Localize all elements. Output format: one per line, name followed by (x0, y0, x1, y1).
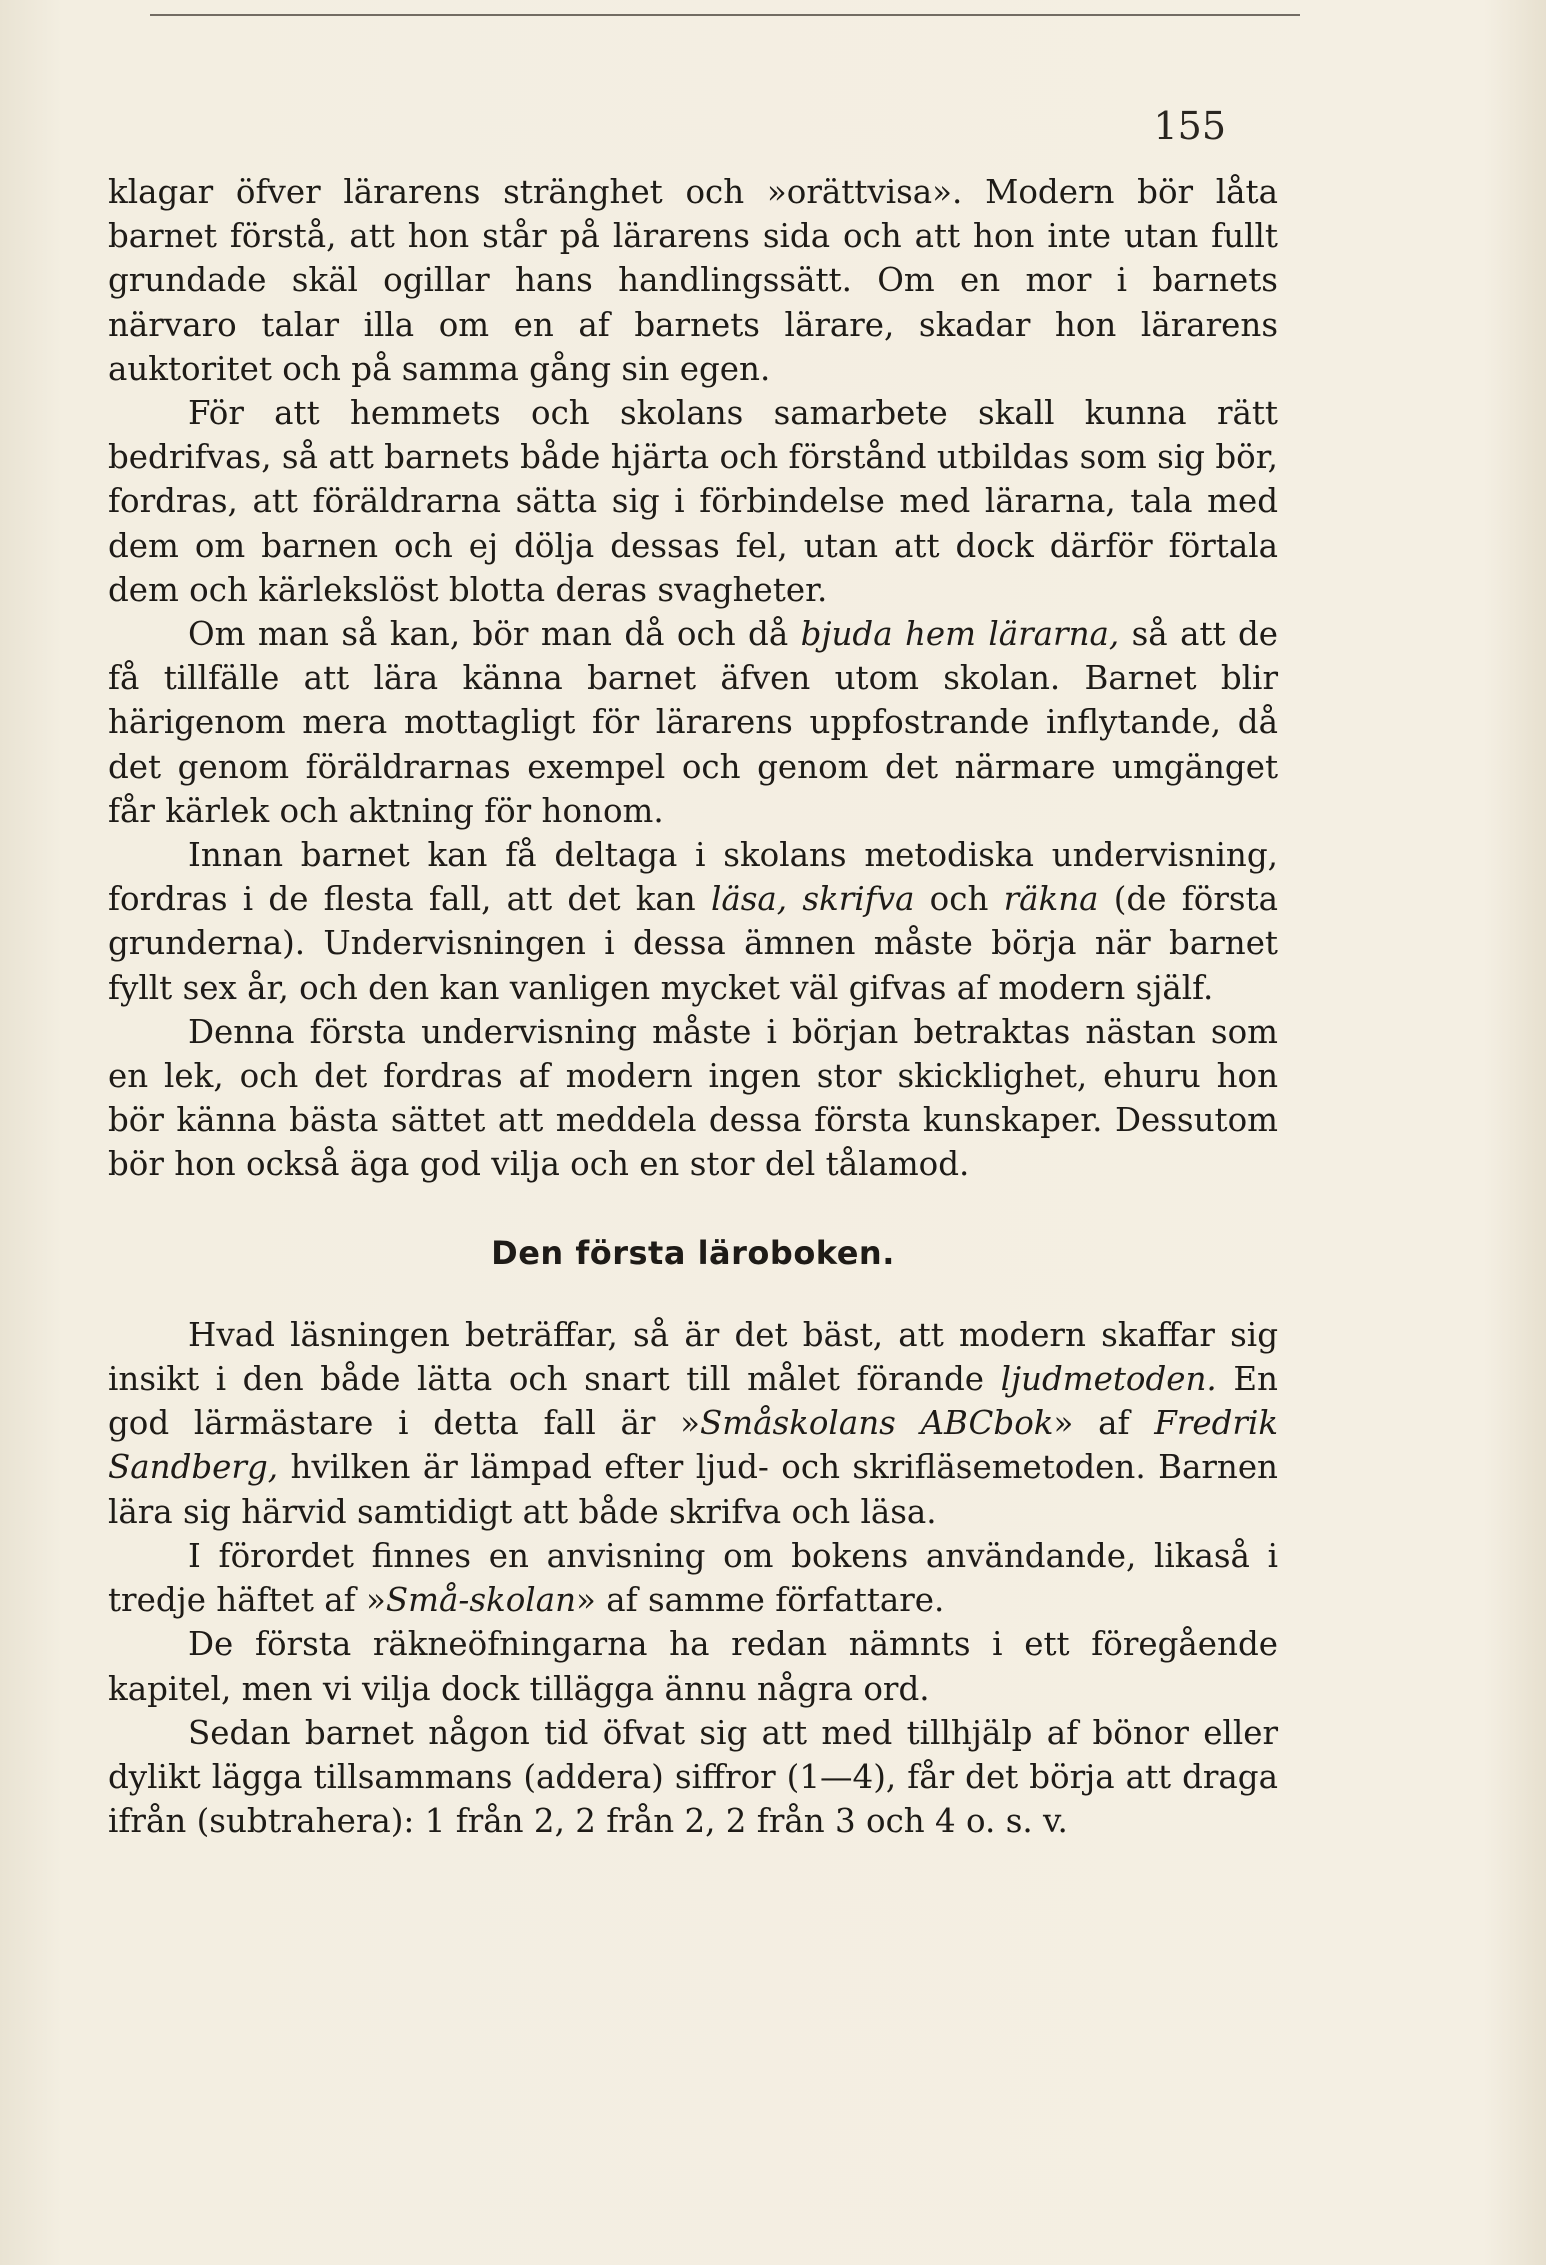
italic-phrase: läsa, skrifva (710, 880, 915, 919)
paragraph-text: Denna första undervisning måste i början betraktas nästan som en lek, och det fordras af modern ingen stor skicklighet, ehuru hon bör känna bästa sättet att meddela dessa första kunskaper. Dessutom bör hon också äga god vilja och en stor del tålamod. (108, 1012, 1278, 1184)
italic-phrase: Småskolans ABCbok (700, 1404, 1054, 1443)
paragraph-2 (108, 391, 1278, 612)
section-heading (108, 1231, 1278, 1275)
paragraph-7 (108, 1534, 1278, 1622)
body-text (108, 170, 1278, 1843)
paragraph-text: För att hemmets och skolans samarbete skall kunna rätt bedrifvas, så att barnets både hjärta och förstånd utbildas som sig bör, fordras, att föräldrarna sätta sig i förbindelse med lärarna, tala med dem om barnen och ej dölja dessas fel, utan att dock därför förtala dem och kärlekslöst blotta deras svagheter. (108, 394, 1278, 609)
italic-phrase: Fredrik Sandberg, (108, 1404, 1279, 1487)
top-rule (150, 14, 1300, 16)
italic-phrase: Små-skolan (385, 1581, 577, 1620)
paragraph-9 (108, 1711, 1278, 1844)
italic-phrase: ljudmetoden. (1000, 1360, 1217, 1399)
paragraph-text: så att de få tillfälle att lära känna barnet äfven utom skolan. Barnet blir härigenom mera mottagligt för lärarens uppfostrande inflytande, då det genom föräldrarnas exempel och genom det närmare umgänget får kärlek och aktning för honom. (108, 615, 1279, 830)
paragraph-8 (108, 1622, 1278, 1710)
paragraph-3 (108, 612, 1278, 833)
paragraph-text: De första räkneöfningarna ha redan nämnts i ett föregående kapitel, men vi vilja dock tillägga ännu några ord. (108, 1625, 1278, 1708)
paragraph-text: I förordet finnes en anvisning om bokens användande, likaså i tredje häftet af » (108, 1536, 1278, 1620)
paragraph-text: Hvad läsningen beträffar, så är det bäst, att modern skaffar sig insikt i den både lätta och snart till målet förande (108, 1315, 1278, 1399)
paragraph-4 (108, 833, 1278, 1010)
paragraph-1 (108, 170, 1278, 391)
paragraph-text: » af samme författare. (576, 1581, 945, 1620)
paragraph-text: Innan barnet kan få deltaga i skolans metodiska undervisning, fordras i de flesta fall, att det kan (108, 836, 1278, 919)
paragraph-text: klagar öfver lärarens stränghet och »orättvisa». Modern bör låta barnet förstå, att hon står på lärarens sida och att hon inte utan fullt grundade skäl ogillar hans handlingssätt. Om en mor i barnets närvaro talar illa om en af barnets lärare, skadar hon lärarens auktoritet och på samma gång sin egen. (108, 173, 1278, 388)
italic-phrase: bjuda hem lärarna, (800, 615, 1120, 654)
section-heading-text: Den första läroboken. (491, 1233, 895, 1272)
paragraph-text: hvilken är lämpad efter ljud- och skrifläsemetoden. Barnen lära sig härvid samtidigt att både skrifva och läsa. (108, 1448, 1278, 1531)
page-number: 155 (1153, 104, 1226, 148)
paragraph-text: Sedan barnet någon tid öfvat sig att med tillhjälp af bönor eller dylikt lägga tillsammans (addera) siffror (1—4), får det börja att draga ifrån (subtrahera): 1 från 2, 2 från 2, 2 från 3 och 4 o. s. v. (108, 1713, 1278, 1841)
paragraph-text: (de första grunderna). Undervisningen i dessa ämnen måste börja när barnet fyllt sex år, och den kan vanligen mycket väl gifvas af modern själf. (108, 880, 1278, 1007)
paragraph-text: En god lärmästare i detta fall är » (108, 1360, 1278, 1443)
paragraph-5 (108, 1010, 1278, 1187)
paragraph-text: och (914, 880, 1004, 919)
paragraph-text: » af (1053, 1404, 1155, 1443)
paragraph-6 (108, 1313, 1278, 1534)
italic-phrase: räkna (1003, 880, 1099, 919)
paragraph-text: Om man så kan, bör man då och då (188, 615, 801, 654)
